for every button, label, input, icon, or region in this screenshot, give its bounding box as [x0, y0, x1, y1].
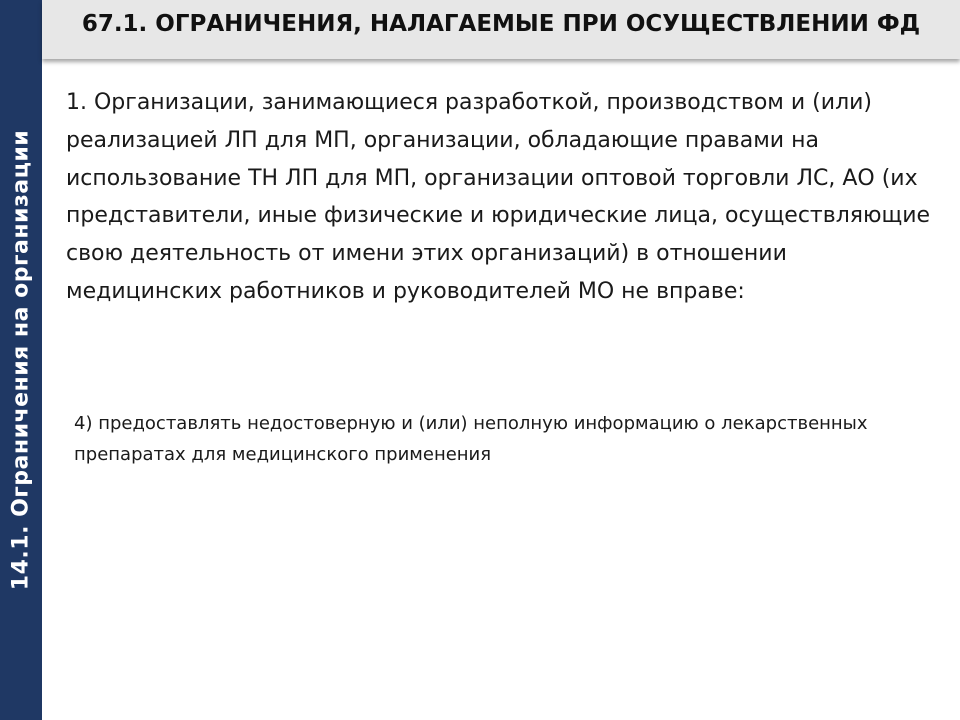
slide-header: [42, 0, 960, 59]
main-paragraph: 1. Организации, занимающиеся разработкой, производством и (или) реализацией ЛП для МП, организации, обладающие правами на использование ТН ЛП для МП, организации оптовой торговли ЛС, АО (их представители, иные физические и юридические лица, осуществляющие свою деятельность от имени этих организаций) в отношении медицинских работников и руководителей МО не вправе:: [66, 90, 931, 304]
section-sidebar: [0, 0, 42, 720]
slide-title: 67.1. ОГРАНИЧЕНИЯ, НАЛАГАЕМЫЕ ПРИ ОСУЩЕСТВЛЕНИИ ФД: [81, 11, 921, 37]
section-label: 14.1. Ограничения на организации: [8, 129, 34, 591]
list-item: 4) предоставлять недостоверную и (или) неполную информацию о лекарственных препаратах для медицинского применения: [74, 413, 868, 465]
